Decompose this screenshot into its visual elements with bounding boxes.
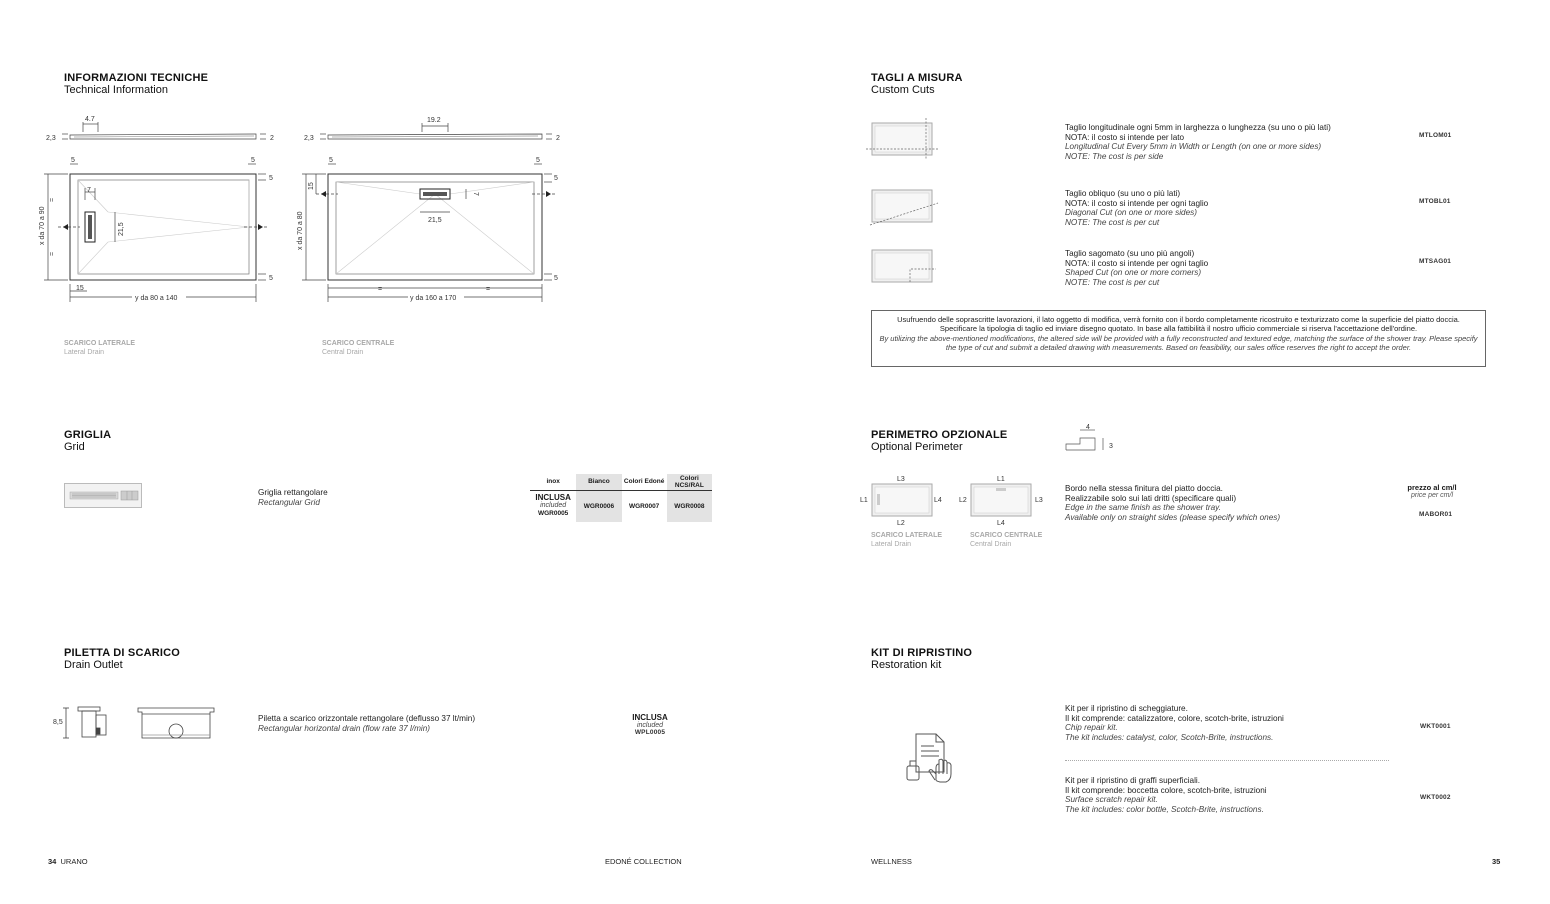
kit-heading (871, 647, 972, 671)
left-page-number: 34 (48, 857, 57, 866)
cut-2-note-it: NOTA: il costo si intende per ogni taglio (1065, 198, 1209, 208)
dim-drain-width: 7 (472, 192, 479, 196)
dim-equal-2: = (486, 286, 491, 293)
cut-1-code: MTLOM01 (1419, 132, 1452, 139)
tech-info-title: INFORMAZIONI TECNICHE (64, 72, 209, 84)
kit-1-content-it: Il kit comprende: catalizzatore, colore, scotch-brite, istruzioni (1065, 713, 1284, 723)
kit-2-content-en: The kit includes: color bottle, Scotch-Brite, instructions. (1065, 804, 1264, 814)
kit-1-desc-it: Kit per il ripristino di scheggiature. (1065, 704, 1188, 713)
left-footer (48, 857, 88, 866)
right-section-name: WELLNESS (871, 857, 912, 866)
perimeter-cen-label-bottom: L4 (997, 520, 1005, 527)
cuts-title: TAGLI A MISURA (871, 72, 963, 84)
central-caption-en: Central Drain (322, 348, 364, 356)
perimeter-desc-en-2: Available only on straight sides (please specify which ones) (1065, 512, 1281, 522)
dim-width-range: y da 160 a 170 (410, 295, 457, 302)
dim-equal-1: = (378, 286, 383, 293)
grid-code-edone: WGR0007 (628, 502, 660, 510)
cut-3-desc-it: Taglio sagomato (su uno più angoli) (1065, 249, 1195, 258)
perimeter-price-en: price per cm/l (1410, 492, 1453, 499)
grid-code-bianco: WGR0006 (576, 490, 621, 522)
perimeter-code: MABOR01 (1419, 511, 1453, 518)
kit-2-code: WKT0002 (1420, 794, 1451, 801)
grid-header-bianco: Bianco (576, 474, 621, 490)
grid-price-table (530, 474, 712, 522)
dim-drain-offset: 19.2 (427, 117, 441, 124)
kit-2-desc-it: Kit per il ripristino di graffi superficiali. (1065, 776, 1200, 785)
drain-description (258, 714, 475, 733)
kit-2-content-it: Il kit comprende: boccetta colore, scotch-brite, istruzioni (1065, 785, 1267, 795)
perimeter-lateral-caption (871, 532, 942, 549)
dim-drain-offset: 4.7 (85, 116, 95, 123)
perimeter-lat-caption-en: Lateral Drain (871, 540, 912, 548)
drain-code: WPL0005 (634, 729, 666, 736)
drain-subtitle: Drain Outlet (64, 659, 123, 671)
grid-desc-it: Griglia rettangolare (258, 488, 328, 497)
cut-2-note-en: NOTE: The cost is per cut (1065, 217, 1160, 227)
perimeter-price-it: prezzo al cm/l (1407, 483, 1457, 492)
cuts-note-en: By utilizing the above-mentioned modifications, the altered side will be provided with a fully reconstructed and textured edge, matching the surface of the shower tray. Please specify the type of cut and submit a detailed drawing with measurements. Based on feasibility, our sales office reserves the right to accept the order. (879, 333, 1478, 353)
perimeter-subtitle: Optional Perimeter (871, 441, 963, 453)
dim-drain-length: 21,5 (428, 217, 442, 224)
central-drain-drawing (298, 110, 568, 310)
grid-header-inox: inox (530, 474, 576, 490)
grid-code-inox: WGR0005 (537, 510, 569, 518)
cut-item-shaped (1065, 249, 1208, 287)
cut-2-code: MTOBL01 (1419, 198, 1451, 205)
grid-desc-en: Rectangular Grid (258, 497, 320, 507)
dim-edge-a: 5 (71, 157, 75, 164)
lateral-drain-drawing (40, 110, 280, 310)
grid-illustration (64, 483, 144, 509)
cut-2-desc-it: Taglio obliquo (su uno o più lati) (1065, 189, 1181, 198)
kit-1-desc-en: Chip repair kit. (1065, 723, 1118, 733)
dim-width-range: y da 80 a 140 (135, 295, 178, 302)
drain-outlet-illustration (50, 702, 220, 746)
cut-3-desc-en: Shaped Cut (on one or more corners) (1065, 268, 1202, 278)
tech-info-subtitle: Technical Information (64, 84, 168, 96)
perimeter-lat-label-bottom: L2 (897, 520, 905, 527)
left-product-name: URANO (60, 857, 88, 866)
grid-inox-included: INCLUSA (535, 493, 571, 503)
kit-2-desc-en: Surface scratch repair kit. (1065, 795, 1158, 805)
perimeter-heading (871, 429, 1007, 453)
central-drain-caption (322, 340, 394, 357)
perimeter-profile-width: 4 (1086, 424, 1090, 431)
kit-subtitle: Restoration kit (871, 659, 942, 671)
grid-header-ncs: Colori NCS/RAL (667, 474, 712, 490)
lateral-caption-en: Lateral Drain (64, 348, 105, 356)
perimeter-lat-label-top: L3 (897, 476, 905, 483)
perimeter-desc-it-1: Bordo nella stessa finitura del piatto doccia. (1065, 484, 1223, 493)
grid-inox-included-en: included (540, 502, 567, 510)
left-collection-name: EDONÉ COLLECTION (605, 857, 682, 866)
cuts-heading (871, 72, 963, 96)
cut-2-desc-en: Diagonal Cut (on one or more sides) (1065, 208, 1197, 218)
kit-item-chip (1065, 704, 1284, 742)
perimeter-price (1402, 483, 1462, 499)
dim-thickness-right: 2 (270, 135, 274, 142)
perimeter-lat-label-left: L1 (860, 497, 868, 504)
dim-equal-2: = (49, 251, 56, 256)
diagonal-cut-icon (866, 185, 942, 229)
grid-subtitle: Grid (64, 441, 85, 453)
cut-1-desc-en: Longitudinal Cut Every 5mm in Width or Length (on one or more sides) (1065, 142, 1322, 152)
cut-3-note-it: NOTA: il costo si intende per ogni taglio (1065, 258, 1209, 268)
dim-edge-d: 5 (269, 275, 273, 282)
cuts-subtitle: Custom Cuts (871, 84, 935, 96)
right-page-number: 35 (1492, 857, 1501, 866)
dim-edge-c: 5 (269, 175, 273, 182)
longitudinal-cut-icon (866, 118, 942, 162)
drain-included: INCLUSA (632, 713, 668, 722)
perimeter-cen-label-top: L1 (997, 476, 1005, 483)
dim-drain-length: 21,5 (118, 222, 125, 236)
kit-1-code: WKT0001 (1420, 723, 1451, 730)
dim-edge-c: 5 (554, 175, 558, 182)
dim-height-range: x da 70 a 80 (297, 211, 304, 250)
cut-1-desc-it: Taglio longitudinale ogni 5mm in larghezza o lunghezza (su uno o più lati) (1065, 123, 1331, 132)
perimeter-desc-en-1: Edge in the same finish as the shower tray. (1065, 503, 1221, 513)
grid-heading (64, 429, 111, 453)
dim-side: 15 (308, 182, 315, 190)
perimeter-central-drawing (955, 472, 1047, 528)
dim-foot: 15 (76, 285, 84, 292)
perimeter-desc-it-2: Realizzabile solo sui lati dritti (specificare quali) (1065, 493, 1237, 503)
cut-3-note-en: NOTE: The cost is per cut (1065, 277, 1160, 287)
lateral-drain-caption (64, 340, 135, 357)
perimeter-cen-label-right: L3 (1035, 497, 1043, 504)
drain-dim-height: 8,5 (53, 719, 63, 726)
drain-title: PILETTA DI SCARICO (64, 647, 181, 659)
drain-desc-en: Rectangular horizontal drain (flow rate 37 l/min) (258, 723, 431, 733)
drain-included-en: included (636, 722, 664, 729)
perimeter-profile-height: 3 (1109, 443, 1113, 450)
dim-equal-1: = (49, 197, 56, 202)
grid-title: GRIGLIA (64, 429, 112, 441)
kit-item-scratch (1065, 776, 1267, 814)
dim-edge-a: 5 (329, 157, 333, 164)
drain-desc-it: Piletta a scarico orizzontale rettangolare (deflusso 37 lt/min) (258, 714, 476, 723)
dim-edge-d: 5 (554, 275, 558, 282)
dim-thickness-left: 2,3 (304, 135, 314, 142)
cuts-note-box (871, 310, 1486, 367)
repair-kit-icon (902, 728, 962, 786)
cuts-note-it: Usufruendo delle soprascritte lavorazioni, il lato oggetto di modifica, verrà fornito con il bordo completamente ricostruito e texturizzato come la superficie del piatto doccia. Specificare la tipologia di taglio ed inviare disegno quotato. In base alla fattibilità il nostro ufficio commerciale si riserva l'accettazione dell'ordine. (897, 315, 1460, 334)
grid-description (258, 488, 328, 507)
perimeter-lat-label-right: L4 (934, 497, 942, 504)
perimeter-cen-caption-en: Central Drain (970, 540, 1012, 548)
grid-cell-inox (530, 490, 576, 522)
dim-thickness-right: 2 (556, 135, 560, 142)
shaped-cut-icon (866, 245, 942, 289)
perimeter-cen-caption-it: SCARICO CENTRALE (970, 532, 1043, 539)
kit-1-content-en: The kit includes: catalyst, color, Scotch-Brite, instructions. (1065, 732, 1274, 742)
perimeter-profile-drawing (1060, 420, 1120, 456)
perimeter-lateral-drawing (856, 472, 942, 528)
perimeter-central-caption (970, 532, 1042, 549)
lateral-caption-it: SCARICO LATERALE (64, 340, 136, 347)
cut-1-note-it: NOTA: il costo si intende per lato (1065, 132, 1185, 142)
cut-1-note-en: NOTE: The cost is per side (1065, 151, 1164, 161)
cut-item-diagonal (1065, 189, 1208, 227)
dim-thickness-left: 2,3 (46, 135, 56, 142)
grid-code-ncs: WGR0008 (667, 490, 712, 522)
dim-drain-width: 7 (87, 187, 91, 194)
drain-heading (64, 647, 180, 671)
perimeter-title: PERIMETRO OPZIONALE (871, 429, 1008, 441)
dim-edge-b: 5 (251, 157, 255, 164)
cut-3-code: MTSAG01 (1419, 258, 1452, 265)
drain-price (620, 713, 680, 736)
dim-height-range: x da 70 a 90 (39, 206, 46, 245)
kit-separator (1065, 760, 1389, 761)
central-caption-it: SCARICO CENTRALE (322, 340, 395, 347)
perimeter-lat-caption-it: SCARICO LATERALE (871, 532, 943, 539)
perimeter-cen-label-left: L2 (959, 497, 967, 504)
cut-item-longitudinal (1065, 123, 1331, 161)
tech-info-heading (64, 72, 208, 96)
dim-edge-b: 5 (536, 157, 540, 164)
grid-header-edone: Colori Edoné (622, 474, 667, 490)
kit-title: KIT DI RIPRISTINO (871, 647, 973, 659)
perimeter-description (1065, 484, 1280, 522)
